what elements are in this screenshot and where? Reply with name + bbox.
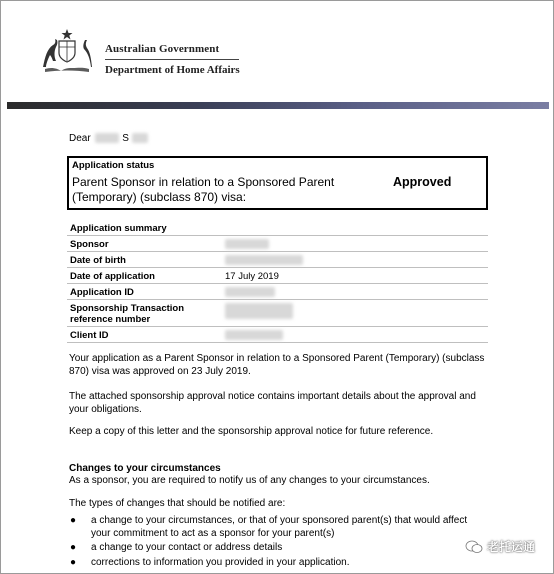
table-row [67, 327, 488, 343]
keep-copy-paragraph: Keep a copy of this letter and the sponsorship approval notice for future reference. [69, 426, 434, 437]
row-label: Sponsorship Transaction reference number [70, 303, 185, 325]
changes-list-intro: The types of changes that should be notified are: [69, 498, 286, 509]
list-item-text: a change to your contact or address details [91, 542, 283, 553]
row-label: Date of birth [70, 255, 126, 266]
status-value: Approved [393, 175, 452, 189]
list-item [69, 542, 489, 555]
status-label: Application status [72, 160, 155, 171]
list-item-text: a change to your circumstances, or that of your sponsored parent(s) that would affect your commitment to act as a sponsor for your parent(s) [91, 515, 468, 539]
notice-paragraph: The attached sponsorship approval notice contains important details about the approval and your obligations. [69, 391, 476, 415]
table-row [67, 252, 488, 268]
changes-heading: Changes to your circumstances [69, 463, 221, 474]
wechat-icon [465, 540, 483, 554]
bullet-icon: ● [70, 556, 77, 568]
row-value: 17 July 2019 [225, 271, 279, 282]
redacted-value [225, 287, 275, 298]
redacted-value [225, 255, 303, 266]
list-item [69, 557, 489, 570]
redacted-value [225, 239, 269, 250]
changes-list [69, 515, 489, 571]
application-status-box [67, 156, 488, 210]
government-name: Australian Government [105, 43, 220, 55]
redacted-value [225, 303, 293, 319]
changes-intro: As a sponsor, you are required to notify us of any changes to your circumstances. [69, 475, 430, 486]
summary-heading-row [67, 220, 488, 236]
redacted-value [225, 330, 283, 341]
table-row [67, 268, 488, 284]
department-name: Department of Home Affairs [105, 64, 240, 76]
table-row [67, 284, 488, 300]
status-description: Parent Sponsor in relation to a Sponsored Parent (Temporary) (subclass 870) visa: [72, 175, 335, 204]
watermark [465, 538, 535, 555]
header-divider [105, 59, 239, 60]
table-row [67, 236, 488, 252]
redacted-surname [132, 133, 148, 143]
greeting: Dear S [69, 133, 148, 144]
bullet-icon: ● [70, 515, 77, 526]
header-banner [7, 102, 549, 109]
table-row [67, 300, 488, 327]
coat-of-arms-logo [37, 27, 97, 75]
list-item [69, 515, 489, 540]
row-label: Sponsor [70, 239, 109, 250]
greeting-text: Dear [69, 133, 91, 144]
summary-heading: Application summary [70, 223, 167, 234]
approval-paragraph: Your application as a Parent Sponsor in relation to a Sponsored Parent (Temporary) (subclass 870) visa was approved on 23 July 2019. [69, 353, 485, 377]
watermark-text: 老托运通 [487, 540, 536, 554]
row-label: Application ID [70, 287, 134, 298]
row-label: Date of application [70, 271, 155, 282]
redacted-name [95, 133, 119, 143]
application-summary-table [67, 220, 488, 343]
bullet-icon: ● [70, 542, 77, 553]
row-label: Client ID [70, 330, 109, 341]
list-item-text: corrections to information you provided in your application. [91, 556, 350, 568]
